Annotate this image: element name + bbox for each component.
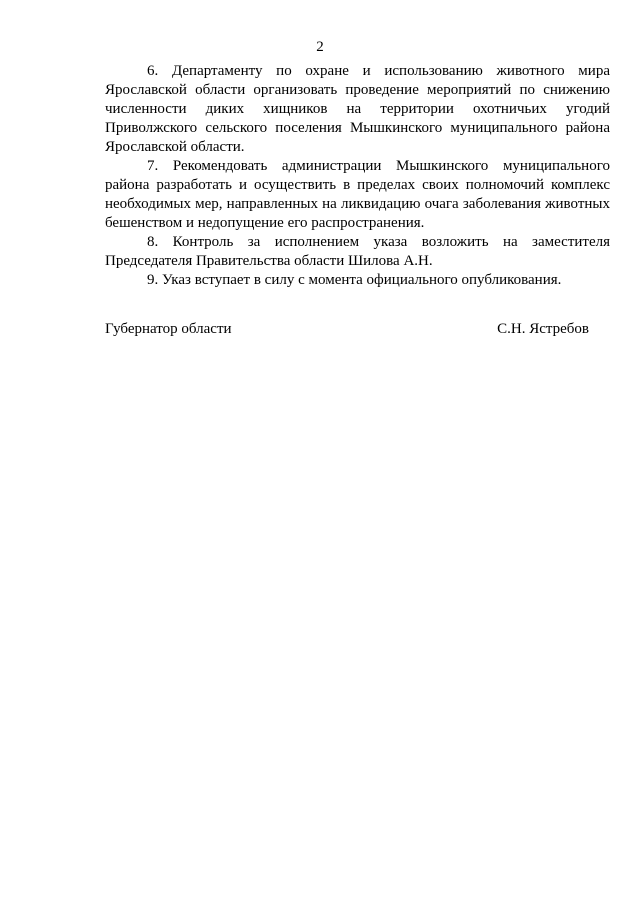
paragraph-7: 7. Рекомендовать администрации Мышкинского муниципального района разработать и осуществить в пределах своих полномочий комплекс необходимых мер, направленных на ликвидацию очага заболевания животных бешенством и недопущение его распространения.: [105, 158, 610, 231]
signatory-name: С.Н. Ястребов: [497, 321, 589, 337]
document-body: [105, 62, 610, 290]
paragraph-6: 6. Департаменту по охране и использованию животного мира Ярославской области организовать проведение мероприятий по снижению численности диких хищников на территории охотничьих угодий Приволжского сельского поселения Мышкинского муниципального района Ярославской области.: [105, 63, 610, 155]
paragraph-9: 9. Указ вступает в силу с момента официального опубликования.: [147, 272, 562, 288]
paragraph-8: 8. Контроль за исполнением указа возложить на заместителя Председателя Правительства области Шилова А.Н.: [105, 234, 610, 269]
signature-block: [105, 320, 589, 339]
page-number: 2: [316, 39, 324, 55]
signatory-position: Губернатор области: [105, 321, 232, 337]
